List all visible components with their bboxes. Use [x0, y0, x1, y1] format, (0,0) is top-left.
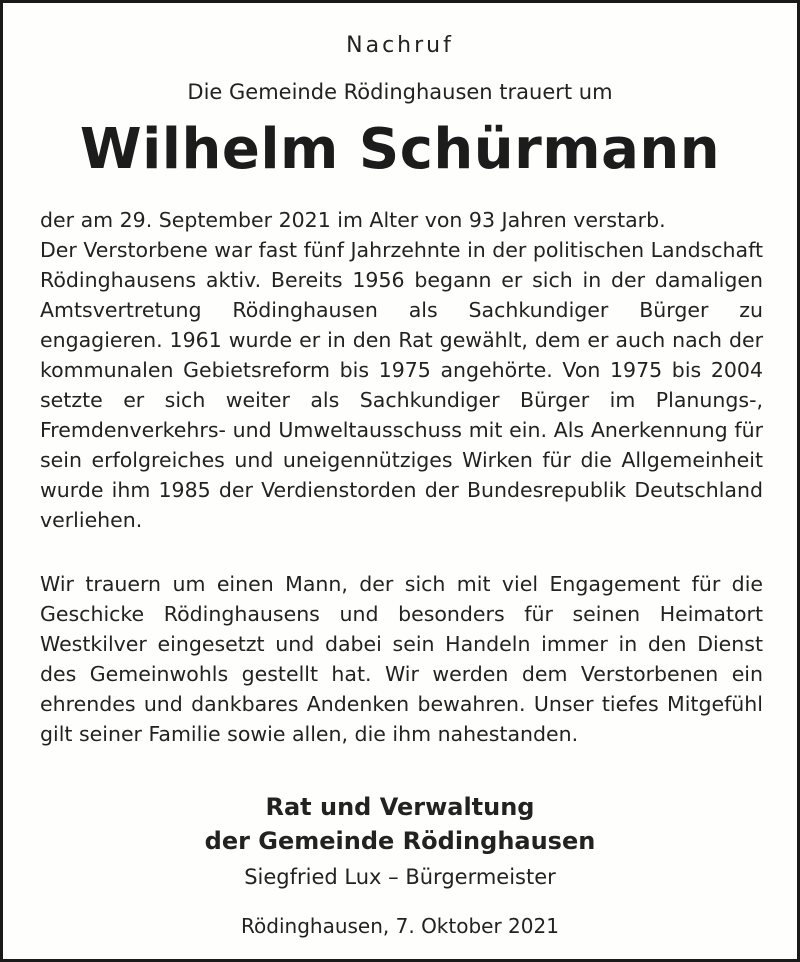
biography-text: Der Verstorbene war fast fünf Jahrzehnte in der politischen Landschaft Rödinghausens aktiv. Bereits 1956 begann er sich in der damaligen Amtsvertretung Rödinghausen als Sachkundiger Bürger zu engagieren. 1961 wurde er in den Rat gewählt, dem er auch nach der kommunalen Gebietsreform bis 1975 angehörte. Von 1975 bis 2004 setzte er sich weiter als Sachkundiger Bürger im Planungs-, Fremdenverkehrs- und Umweltausschuss mit ein. Als Anerkennung für sein erfolgreiches und uneigennütziges Wirken für die Allgemeinheit wurde ihm 1985 der Verdienstorden der Bundesrepublik Deutschland verliehen.	[40, 238, 763, 532]
place-date: Rödinghausen, 7. Oktober 2021	[241, 914, 559, 938]
signatory-mayor: Siegfried Lux – Bürgermeister	[244, 865, 556, 889]
death-line-text: der am 29. September 2021 im Alter von 93 Jahren verstarb.	[40, 208, 666, 232]
notice-heading: Nachruf	[346, 33, 454, 58]
biography-paragraph	[40, 235, 763, 535]
death-line	[40, 205, 763, 235]
deceased-name: Wilhelm Schürmann	[79, 117, 721, 182]
intro-line: Die Gemeinde Rödinghausen trauert um	[187, 80, 613, 104]
signature-council: Rat und Verwaltung	[265, 793, 535, 821]
condolence-paragraph	[40, 569, 763, 749]
signature-municipality: der Gemeinde Rödinghausen	[204, 827, 596, 855]
condolence-text: Wir trauern um einen Mann, der sich mit viel Engagement für die Geschicke Rödinghausens und besonders für seinen Heimatort Westkilver eingesetzt und dabei sein Handeln immer in den Dienst des Gemeinwohls gestellt hat. Wir werden dem Verstorbenen ein ehrendes und dankbares Andenken bewahren. Unser tiefes Mitgefühl gilt seiner Familie sowie allen, die ihm nahestanden.	[40, 572, 763, 746]
